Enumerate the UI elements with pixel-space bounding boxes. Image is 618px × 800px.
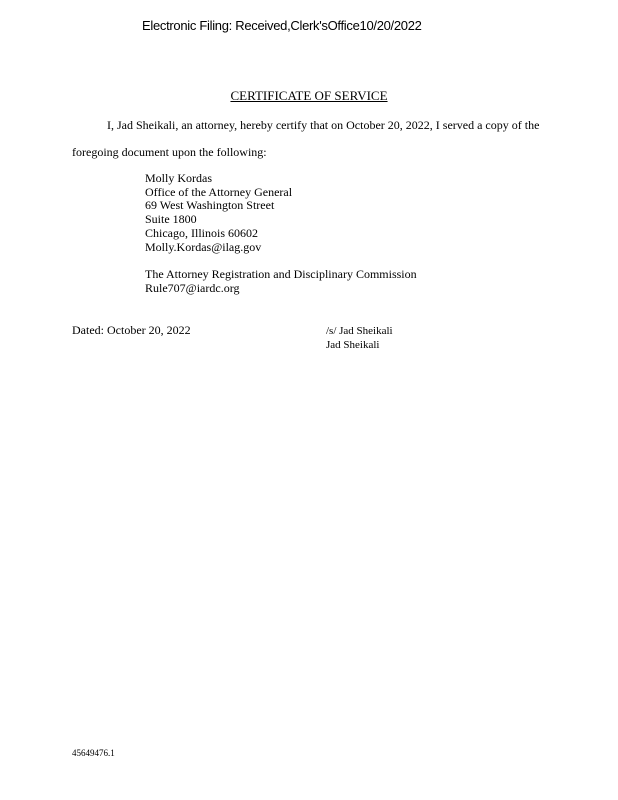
recipient-street: 69 West Washington Street [145, 198, 275, 213]
recipient-address-block [145, 268, 417, 295]
recipient-office: Office of the Attorney General [145, 184, 293, 199]
document-title: CERTIFICATE OF SERVICE [230, 88, 388, 103]
recipient-email: Molly.Kordas@ilag.gov [145, 239, 262, 254]
document-title-container [0, 88, 618, 104]
signature-block [326, 324, 393, 352]
certification-text-line-2: foregoing document upon the following: [72, 145, 267, 159]
recipient-email: Rule707@iardc.org [145, 280, 240, 295]
filing-stamp: Electronic Filing: Received,Clerk'sOffice10/20/2022 [142, 18, 422, 33]
certification-text-line-1: I, Jad Sheikali, an attorney, hereby certify that on October 20, 2022, I served a copy of the [107, 118, 540, 132]
recipient-suite: Suite 1800 [145, 212, 197, 227]
recipient-name: The Attorney Registration and Disciplinary Commission [145, 267, 417, 281]
signer-name: Jad Sheikali [326, 339, 380, 351]
date-line: Dated: October 20, 2022 [72, 323, 191, 337]
recipient-name: Molly Kordas [145, 171, 212, 185]
recipient-city: Chicago, Illinois 60602 [145, 225, 258, 240]
electronic-signature: /s/ Jad Sheikali [326, 325, 393, 337]
recipient-address-block [145, 172, 292, 254]
document-number: 45649476.1 [72, 748, 115, 758]
